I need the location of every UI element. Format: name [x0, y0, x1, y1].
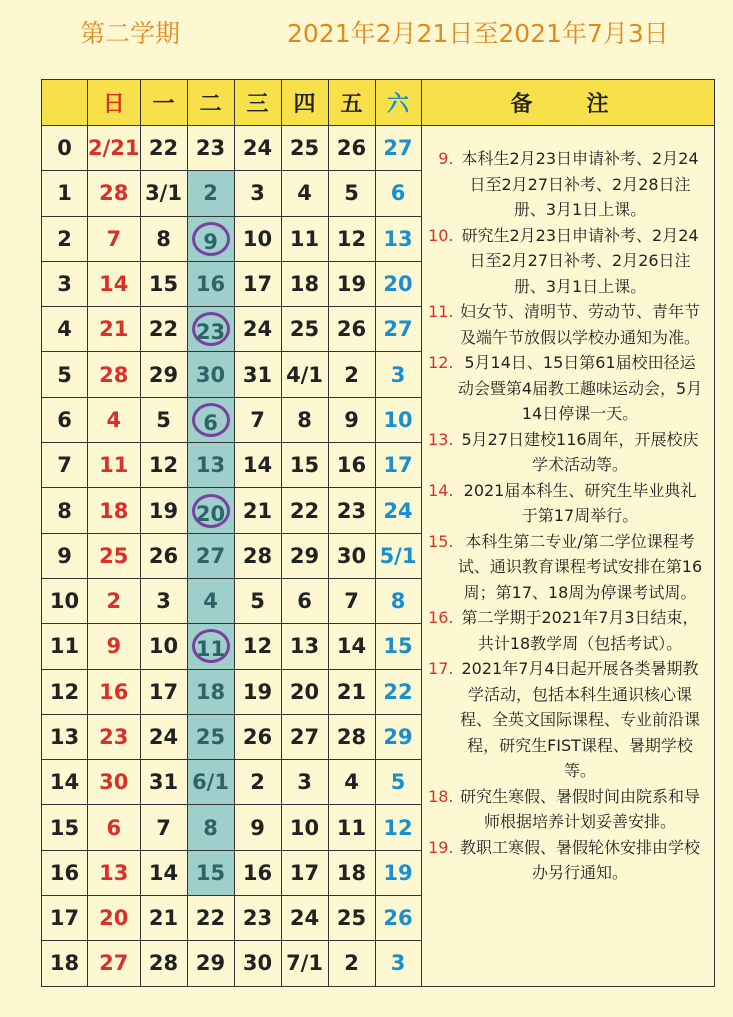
day-cell: 26: [328, 126, 375, 171]
day-cell: 17: [375, 443, 421, 488]
day-cell: 4: [328, 760, 375, 805]
day-cell: 11: [88, 443, 141, 488]
day-header-tuesday: 二: [187, 80, 234, 126]
day-cell: 2/21: [88, 126, 141, 171]
day-cell: 7: [234, 397, 281, 442]
week-number: 15: [42, 805, 88, 850]
day-cell: 5/1: [375, 533, 421, 578]
circled-date: 23: [192, 312, 230, 346]
day-cell: 22: [140, 126, 187, 171]
day-cell: 27: [187, 533, 234, 578]
day-cell: 25: [328, 896, 375, 941]
day-cell: 15: [375, 624, 421, 669]
week-number: 18: [42, 941, 88, 986]
note-number: 11.: [428, 302, 454, 321]
week-number: 7: [42, 443, 88, 488]
day-cell: 3: [234, 171, 281, 216]
day-cell: 19: [140, 488, 187, 533]
day-cell: 29: [140, 352, 187, 397]
day-cell: 24: [140, 714, 187, 759]
week-number: 9: [42, 533, 88, 578]
day-header-sunday: 日: [88, 80, 141, 126]
day-cell: 9: [88, 624, 141, 669]
day-cell: 6/1: [187, 760, 234, 805]
day-cell: 14: [140, 850, 187, 895]
day-cell: 8: [281, 397, 328, 442]
day-cell: 20: [88, 896, 141, 941]
notes-header: 备 注: [421, 80, 714, 126]
note-number: 10.: [428, 225, 454, 245]
day-cell: 3: [140, 578, 187, 623]
day-header-wednesday: 三: [234, 80, 281, 126]
week-number: 14: [42, 760, 88, 805]
day-cell: 24: [234, 126, 281, 171]
week-number: 13: [42, 714, 88, 759]
day-cell: 23: [234, 896, 281, 941]
day-cell: 28: [328, 714, 375, 759]
day-cell: 7: [328, 578, 375, 623]
day-header-monday: 一: [140, 80, 187, 126]
day-cell: 21: [140, 896, 187, 941]
day-cell: 23: [88, 714, 141, 759]
day-cell: 27: [88, 941, 141, 986]
day-cell: 13: [375, 216, 421, 261]
note-item: [422, 529, 704, 606]
day-cell: [187, 307, 234, 352]
day-cell: 19: [328, 261, 375, 306]
week-number: 17: [42, 896, 88, 941]
day-cell: 17: [281, 850, 328, 895]
note-item: [422, 478, 704, 529]
day-cell: 25: [281, 307, 328, 352]
academic-calendar-table: [41, 79, 715, 987]
week-number: 12: [42, 669, 88, 714]
week-number: 2: [42, 216, 88, 261]
day-cell: 10: [375, 397, 421, 442]
note-item: [422, 835, 704, 886]
term-title: 第二学期: [80, 19, 181, 48]
day-cell: 30: [88, 760, 141, 805]
day-cell: 12: [328, 216, 375, 261]
circled-date: 9: [192, 222, 230, 256]
day-cell: 28: [88, 352, 141, 397]
week-number-header: [42, 80, 88, 126]
day-cell: 7: [88, 216, 141, 261]
day-cell: 15: [281, 443, 328, 488]
note-item: [422, 605, 704, 656]
day-cell: 16: [234, 850, 281, 895]
day-header-saturday: 六: [375, 80, 421, 126]
day-cell: 24: [375, 488, 421, 533]
day-cell: 14: [88, 261, 141, 306]
day-cell: 19: [234, 669, 281, 714]
day-cell: 3: [375, 352, 421, 397]
day-cell: 18: [328, 850, 375, 895]
day-cell: 27: [375, 307, 421, 352]
week-number: 0: [42, 126, 88, 171]
day-cell: 9: [328, 397, 375, 442]
day-cell: 7/1: [281, 941, 328, 986]
day-cell: 3/1: [140, 171, 187, 216]
day-cell: 23: [328, 488, 375, 533]
day-cell: 28: [140, 941, 187, 986]
day-cell: 5: [140, 397, 187, 442]
day-cell: 4: [281, 171, 328, 216]
note-number: 9.: [438, 149, 454, 168]
note-item: [422, 299, 704, 350]
note-text: 妇女节、清明节、劳动节、青年节及端午节放假以学校办通知为准。: [460, 302, 701, 347]
week-row: [42, 126, 715, 171]
day-cell: 30: [187, 352, 234, 397]
day-cell: 13: [187, 443, 234, 488]
day-cell: 4: [88, 397, 141, 442]
week-number: 6: [42, 397, 88, 442]
notes-column: [421, 126, 714, 987]
day-cell: 7: [140, 805, 187, 850]
note-number: 17.: [428, 659, 454, 678]
day-cell: 3: [375, 941, 421, 986]
day-cell: 21: [328, 669, 375, 714]
day-cell: 20: [375, 261, 421, 306]
day-cell: [187, 488, 234, 533]
day-cell: 6: [375, 171, 421, 216]
week-number: 10: [42, 578, 88, 623]
page-header: [0, 14, 733, 50]
day-cell: 12: [140, 443, 187, 488]
day-cell: 10: [281, 805, 328, 850]
day-cell: 30: [328, 533, 375, 578]
note-text: 5月14日、15日第61届校田径运动会暨第4届教工趣味运动会，5月14日停课一天。: [457, 353, 703, 423]
note-number: 15.: [428, 531, 454, 551]
day-cell: 5: [375, 760, 421, 805]
day-cell: 18: [88, 488, 141, 533]
note-item: [422, 784, 704, 835]
day-cell: 15: [187, 850, 234, 895]
day-cell: [187, 397, 234, 442]
day-cell: 8: [140, 216, 187, 261]
day-cell: 13: [281, 624, 328, 669]
day-cell: 18: [187, 669, 234, 714]
day-cell: 29: [281, 533, 328, 578]
day-header-friday: 五: [328, 80, 375, 126]
circled-date: 6: [192, 403, 230, 437]
day-cell: 8: [187, 805, 234, 850]
day-cell: 6: [281, 578, 328, 623]
day-cell: 21: [234, 488, 281, 533]
day-cell: 27: [375, 126, 421, 171]
circled-date: 20: [192, 494, 230, 528]
day-cell: 26: [140, 533, 187, 578]
day-cell: 20: [281, 669, 328, 714]
day-cell: 22: [187, 896, 234, 941]
day-cell: 11: [281, 216, 328, 261]
day-cell: 16: [88, 669, 141, 714]
week-number: 16: [42, 850, 88, 895]
note-number: 13.: [428, 429, 454, 449]
day-cell: 31: [140, 760, 187, 805]
day-cell: 17: [234, 261, 281, 306]
note-item: [422, 146, 704, 223]
week-number: 3: [42, 261, 88, 306]
day-cell: 13: [88, 850, 141, 895]
note-item: [422, 427, 704, 478]
note-text: 5月27日建校116周年，开展校庆学术活动等。: [461, 429, 699, 474]
day-cell: 28: [88, 171, 141, 216]
day-cell: 22: [375, 669, 421, 714]
day-cell: 4/1: [281, 352, 328, 397]
note-text: 教职工寒假、暑假轮休安排由学校办另行通知。: [460, 837, 701, 882]
day-cell: 21: [88, 307, 141, 352]
day-cell: 22: [281, 488, 328, 533]
note-text: 2021年7月4日起开展各类暑期教学活动，包括本科生通识核心课程、全英文国际课程、专业前沿课程，研究生FIST课程、暑期学校等。: [460, 659, 701, 780]
note-number: 12.: [428, 353, 454, 372]
day-cell: 12: [375, 805, 421, 850]
circled-date: 11: [192, 629, 230, 663]
note-text: 研究生2月23日申请补考、2月24日至2月27日补考、2月26日注册、3月1日上课。: [461, 225, 699, 296]
day-cell: 15: [140, 261, 187, 306]
day-cell: 28: [234, 533, 281, 578]
week-number: 8: [42, 488, 88, 533]
day-cell: 4: [187, 578, 234, 623]
calendar-body: [42, 126, 715, 987]
day-cell: 26: [234, 714, 281, 759]
day-cell: 2: [328, 941, 375, 986]
note-item: [422, 350, 704, 427]
day-cell: 3: [281, 760, 328, 805]
day-cell: 25: [187, 714, 234, 759]
day-cell: 2: [234, 760, 281, 805]
day-cell: 2: [328, 352, 375, 397]
week-number: 1: [42, 171, 88, 216]
note-number: 19.: [428, 837, 454, 857]
day-cell: 27: [281, 714, 328, 759]
note-item: [422, 223, 704, 300]
day-cell: 31: [234, 352, 281, 397]
note-item: [422, 656, 704, 784]
day-cell: 22: [140, 307, 187, 352]
day-cell: 19: [375, 850, 421, 895]
day-cell: 6: [88, 805, 141, 850]
week-number: 5: [42, 352, 88, 397]
day-cell: 29: [375, 714, 421, 759]
day-cell: 9: [234, 805, 281, 850]
day-cell: [187, 216, 234, 261]
day-cell: 2: [88, 578, 141, 623]
note-text: 第二学期于2021年7月3日结束，共计18教学周（包括考试）。: [461, 608, 699, 653]
note-text: 2021届本科生、研究生毕业典礼于第17周举行。: [463, 480, 697, 525]
day-cell: 17: [140, 669, 187, 714]
note-text: 研究生寒假、暑假时间由院系和导师根据培养计划妥善安排。: [460, 786, 701, 831]
day-cell: 29: [187, 941, 234, 986]
day-cell: 5: [328, 171, 375, 216]
day-cell: 5: [234, 578, 281, 623]
week-number: 11: [42, 624, 88, 669]
note-number: 18.: [428, 786, 454, 806]
day-cell: 11: [328, 805, 375, 850]
note-number: 16.: [428, 608, 454, 627]
day-cell: 16: [187, 261, 234, 306]
day-cell: 14: [234, 443, 281, 488]
note-number: 14.: [428, 480, 454, 500]
day-header-row: [42, 80, 715, 126]
day-cell: 16: [328, 443, 375, 488]
day-cell: 26: [375, 896, 421, 941]
day-cell: 18: [281, 261, 328, 306]
day-cell: 25: [88, 533, 141, 578]
day-cell: 26: [328, 307, 375, 352]
day-cell: 25: [281, 126, 328, 171]
day-cell: 10: [140, 624, 187, 669]
day-header-thursday: 四: [281, 80, 328, 126]
day-cell: 8: [375, 578, 421, 623]
day-cell: 23: [187, 126, 234, 171]
day-cell: 30: [234, 941, 281, 986]
week-number: 4: [42, 307, 88, 352]
day-cell: 14: [328, 624, 375, 669]
note-text: 本科生第二专业/第二学位课程考试、通识教育课程考试安排在第16周；第17、18周为停课考试周。: [457, 531, 703, 602]
day-cell: 24: [234, 307, 281, 352]
day-cell: 2: [187, 171, 234, 216]
term-date-range: 2021年2月21日至2021年7月3日: [287, 19, 669, 48]
day-cell: [187, 624, 234, 669]
note-text: 本科生2月23日申请补考、2月24日至2月27日补考、2月28日注册、3月1日上课。: [461, 149, 699, 219]
day-cell: 10: [234, 216, 281, 261]
day-cell: 24: [281, 896, 328, 941]
day-cell: 12: [234, 624, 281, 669]
notes-list: [422, 126, 714, 886]
